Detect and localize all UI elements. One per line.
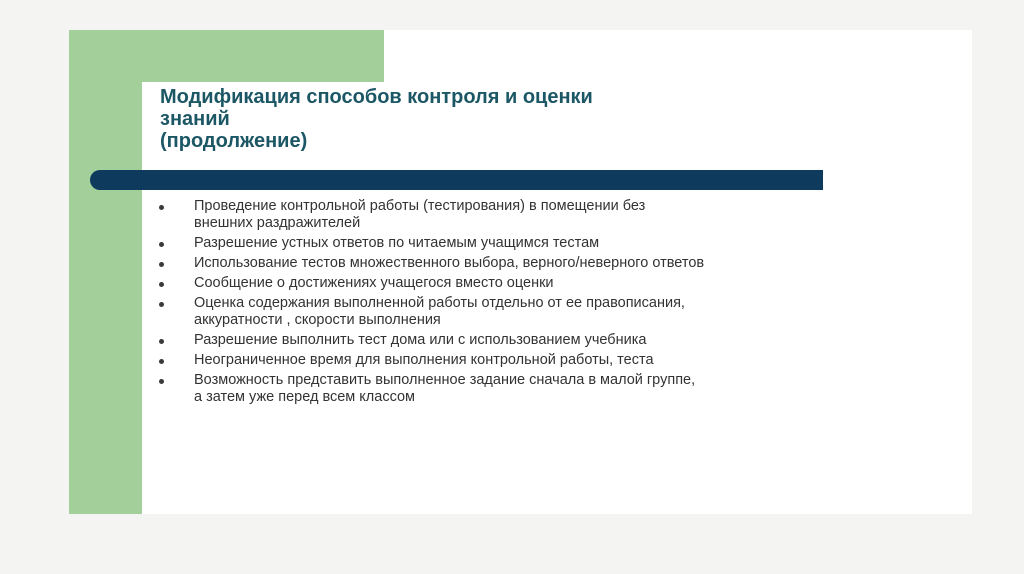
bullet-dot-icon <box>159 359 164 364</box>
bullet-text-line: аккуратности , скорости выполнения <box>194 312 441 328</box>
bullet-text-line: Использование тестов множественного выбора, верного/неверного ответов <box>194 255 705 271</box>
bullet-dot-icon <box>159 379 164 384</box>
green-top-band <box>69 30 384 82</box>
slide-title-line-1: Модификация способов контроля и оценки <box>160 86 593 108</box>
slide <box>69 30 972 514</box>
bullet-text-line: а затем уже перед всем классом <box>194 389 416 405</box>
bullet-text-line: Разрешение устных ответов по читаемым учащимся тестам <box>194 235 600 251</box>
title-divider-bar <box>90 170 823 190</box>
bullet-dot-icon <box>159 262 164 267</box>
bullet-text-line: Сообщение о достижениях учащегося вместо оценки <box>194 275 554 291</box>
bullet-item <box>159 332 959 349</box>
bullet-item <box>159 235 959 252</box>
bullet-dot-icon <box>159 339 164 344</box>
bullet-item <box>159 198 959 232</box>
bullet-dot-icon <box>159 242 164 247</box>
bullet-list <box>159 198 959 409</box>
bullet-item <box>159 255 959 272</box>
bullet-text-line: Оценка содержания выполненной работы отдельно от ее правописания, <box>194 295 685 311</box>
slide-title-line-3: (продолжение) <box>160 130 308 152</box>
bullet-text-line: Проведение контрольной работы (тестирования) в помещении без <box>194 198 646 214</box>
bullet-dot-icon <box>159 205 164 210</box>
bullet-item <box>159 372 959 406</box>
bullet-item <box>159 352 959 369</box>
bullet-item <box>159 275 959 292</box>
bullet-item <box>159 295 959 329</box>
bullet-dot-icon <box>159 282 164 287</box>
slide-title <box>160 86 860 152</box>
bullet-text-line: Неограниченное время для выполнения контрольной работы, теста <box>194 352 654 368</box>
bullet-text-line: внешних раздражителей <box>194 215 361 231</box>
slide-title-line-2: знаний <box>160 108 230 130</box>
bullet-text-line: Возможность представить выполненное задание сначала в малой группе, <box>194 372 696 388</box>
green-side-band <box>69 30 142 514</box>
bullet-dot-icon <box>159 302 164 307</box>
bullet-text-line: Разрешение выполнить тест дома или с использованием учебника <box>194 332 647 348</box>
